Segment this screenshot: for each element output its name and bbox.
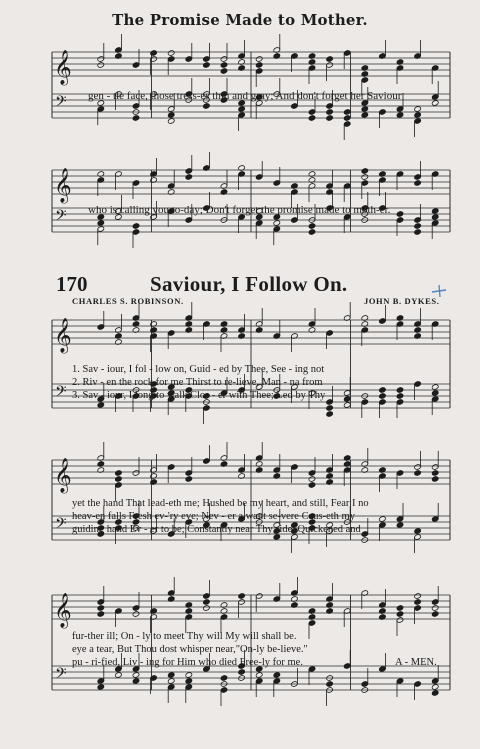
bass-note-icon [343,115,351,122]
lyricist-credit: CHARLES S. ROBINSON. [72,296,184,306]
bass-note-icon [379,387,387,394]
bass-note-icon [132,223,140,230]
bass-note-icon [97,402,105,409]
verse-line: 3. Sav - iour, I long to walk Clos - er with Thee; Led by Thy [72,390,326,401]
bass-note-icon [326,115,334,122]
treble-note-icon [431,605,439,612]
bass-note-icon [396,112,404,119]
bass-note-icon [414,223,422,230]
hymn-title-top: The Promise Made to Mother. [112,11,368,29]
bass-note-icon [343,109,351,116]
bass-note-icon [361,106,369,113]
bass-note-icon [396,393,404,400]
bass-note-icon [414,106,422,113]
treble-clef-icon: 𝄞 [54,318,72,353]
treble-note-icon [185,476,193,483]
bass-clef-icon: 𝄢 [55,93,67,114]
treble-note-icon [431,476,439,483]
bass-note-icon [238,106,246,113]
bass-clef-icon: 𝄢 [55,665,67,686]
composer-credit: JOHN B. DYKES. [364,296,440,306]
treble-note-icon [361,168,369,175]
treble-note-icon [97,605,105,612]
bass-note-icon [308,115,316,122]
bass-note-icon [326,405,334,412]
lyric-line: who is calling you to-day; Don't forget the promise made to moth-er. [88,204,391,216]
bass-note-icon [97,684,105,691]
treble-note-icon [308,476,316,483]
bass-note-icon [396,387,404,394]
treble-note-icon [431,611,439,618]
bass-note-icon [414,112,422,119]
treble-note-icon [414,593,422,600]
bass-note-icon [343,402,351,409]
verse-line: eye a tear, But Thou dost whisper near,"On-ly be-lieve." [72,644,308,655]
bass-note-icon [97,220,105,227]
hymn-number: 170 [56,272,88,296]
bass-note-icon [343,396,351,403]
treble-note-icon [150,50,158,57]
bass-note-icon [220,675,228,682]
amen-label: A - MEN. [395,657,437,668]
lyric-line: gen - tle face, those tress-es thin and gray; And don't forget her Saviour [88,90,402,102]
treble-note-icon [255,62,263,69]
treble-clef-icon: 𝄞 [54,593,72,628]
bass-note-icon [185,678,193,685]
treble-note-icon [396,611,404,618]
bass-note-icon [326,681,334,688]
bass-note-icon [132,115,140,122]
bass-note-icon [431,208,439,215]
verse-line: pu - ri-fied, Liv - ing for Him who died Free-ly for me. [72,657,303,668]
treble-note-icon [220,62,228,69]
verse-line: 1. Sav - iour, I fol - low on, Guid - ed by Thee, See - ing not [72,364,325,375]
bass-note-icon [361,112,369,119]
bass-note-icon [185,672,193,679]
bass-note-icon [379,516,387,523]
verse-line: fur-ther ill; On - ly to meet Thy will My will shall be. [72,631,297,642]
bass-note-icon [167,112,175,119]
treble-note-icon [308,482,316,489]
treble-note-icon [203,605,211,612]
bass-note-icon [238,669,246,676]
bass-note-icon [167,118,175,125]
treble-note-icon [255,56,263,63]
bass-note-icon [132,672,140,679]
treble-note-icon [220,68,228,75]
treble-note-icon [414,470,422,477]
treble-clef-icon: 𝄞 [54,168,72,203]
treble-clef-icon: 𝄞 [54,458,72,493]
bass-note-icon [396,522,404,529]
hymn-title: Saviour, I Follow On. [150,272,348,296]
bass-note-icon [431,390,439,397]
treble-note-icon [361,174,369,181]
treble-clef-icon: 𝄞 [54,50,72,85]
verse-line: yet the hand That lead-eth me; Hushed be my heart, and still, Fear I no [72,498,369,509]
treble-note-icon [185,174,193,181]
bass-clef-icon: 𝄢 [55,207,67,228]
bass-note-icon [115,672,123,679]
bass-note-icon [396,211,404,218]
treble-note-icon [414,599,422,606]
verse-line: guiding hand Ev - er to be; Constantly near Thy side, Quickened and [72,524,361,535]
bass-clef-icon: 𝄢 [55,383,67,404]
bass-clef-icon: 𝄢 [55,515,67,536]
bass-note-icon [132,678,140,685]
treble-note-icon [396,605,404,612]
verse-line: heav-en falls Fresh ev-'ry eve; Nev - er a want se-vere Caus-eth my [72,511,355,522]
treble-note-icon [132,611,140,618]
bass-note-icon [326,109,334,116]
bass-note-icon [431,384,439,391]
treble-note-icon [167,50,175,57]
bass-note-icon [203,103,211,110]
treble-note-icon [203,599,211,606]
bass-note-icon [326,411,334,418]
bass-note-icon [167,678,175,685]
bass-note-icon [273,220,281,227]
bass-note-icon [431,100,439,107]
treble-note-icon [97,62,105,69]
bass-note-icon [414,229,422,236]
bass-note-icon [379,393,387,400]
bass-note-icon [414,528,422,535]
bass-note-icon [431,214,439,221]
bass-note-icon [308,223,316,230]
treble-note-icon [238,593,246,600]
treble-note-icon [115,476,123,483]
treble-note-icon [97,611,105,618]
bass-note-icon [308,229,316,236]
bass-note-icon [273,672,281,679]
treble-note-icon [326,56,334,63]
bass-note-icon [431,690,439,697]
bass-note-icon [255,672,263,679]
treble-note-icon [431,470,439,477]
bass-note-icon [167,672,175,679]
treble-note-icon [115,470,123,477]
verse-line: 2. Riv - en the rock for me Thirst to re-lieve, Man - na from [72,377,323,388]
bass-note-icon [431,684,439,691]
treble-note-icon [414,180,422,187]
treble-note-icon [203,62,211,69]
